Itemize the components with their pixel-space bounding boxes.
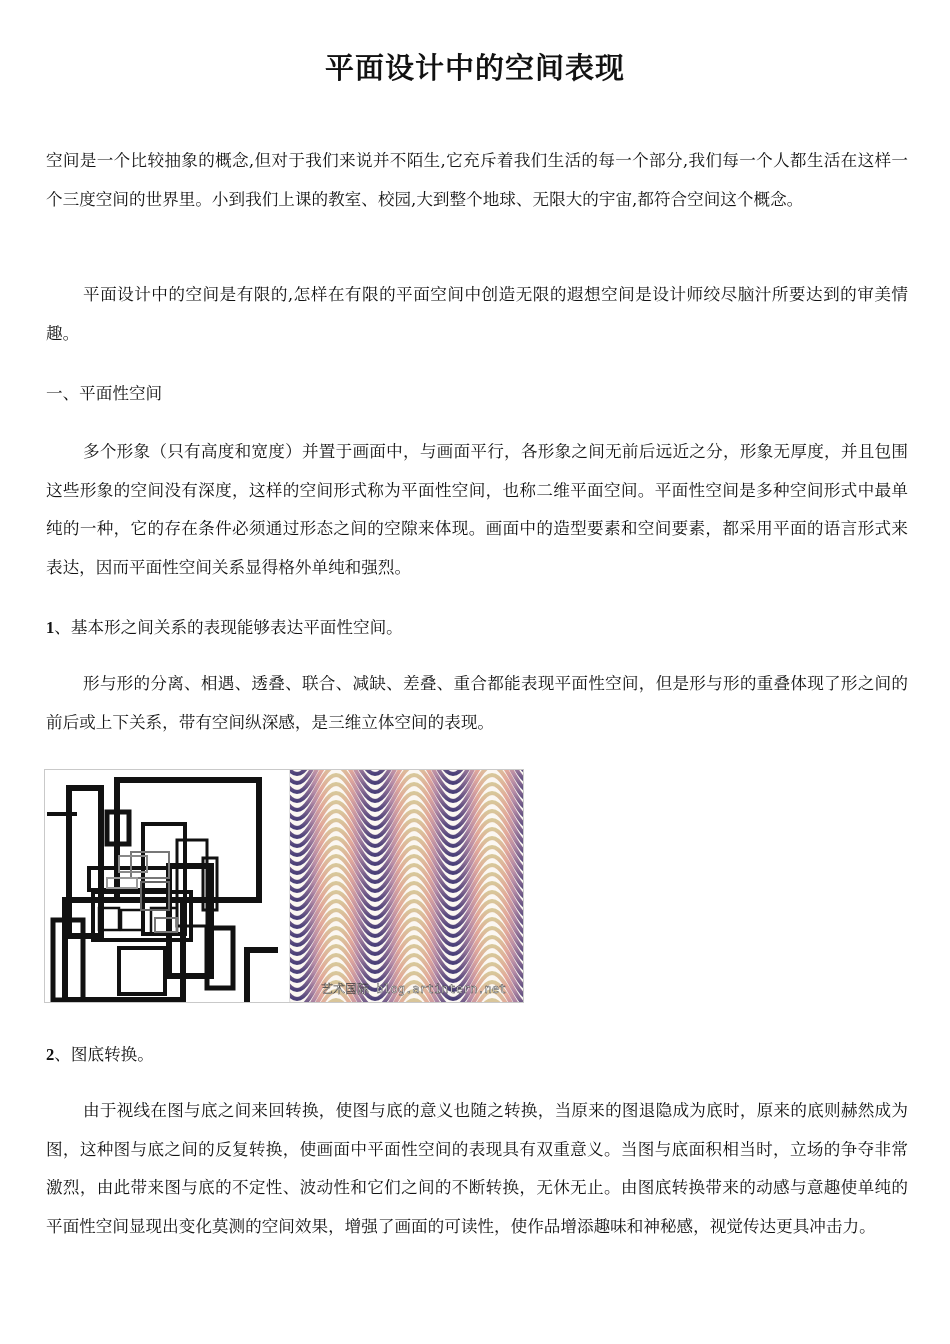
paragraph-shape-relations: 形与形的分离、相遇、透叠、联合、减缺、差叠、重合都能表现平面性空间，但是形与形的重叠体现了形之间的前后或上下关系，带有空间纵深感，是三维立体空间的表现。 — [46, 674, 908, 732]
figure-artwork — [45, 770, 523, 1002]
subheading-figure-ground — [46, 1041, 154, 1065]
overlapping-rectangles-art — [45, 770, 289, 1002]
subheading-text: 、基本形之间关系的表现能够表达平面性空间。 — [54, 618, 403, 637]
subheading-number: 2 — [46, 1045, 55, 1064]
wave-pattern-art — [285, 770, 523, 1002]
section-heading-flat-space: 一、平面性空间 — [46, 384, 163, 403]
figure-watermark: 艺术国际 blog.artintern.net — [321, 982, 507, 996]
paragraph-limited-space: 平面设计中的空间是有限的,怎样在有限的平面空间中创造无限的遐想空间是设计师绞尽脑汁所要达到的审美情趣。 — [46, 285, 908, 343]
subheading-basic-shapes — [46, 614, 403, 638]
document-title: 平面设计中的空间表现 — [324, 51, 625, 85]
paragraph-space-concept: 空间是一个比较抽象的概念,但对于我们来说并不陌生,它充斥着我们生活的每一个部分,我们每一个人都生活在这样一个三度空间的世界里。小到我们上课的教室、校园,大到整个地球、无限大的宇宙,都符合空间这个概念。 — [46, 151, 908, 209]
paragraph-figure-ground-conversion: 由于视线在图与底之间来回转换，使图与底的意义也随之转换，当原来的图退隐成为底时，原来的底则赫然成为图，这种图与底之间的反复转换，使画面中平面性空间的表现具有双重意义。当图与底面积相当时，立场的争夺非常激烈，由此带来图与底的不定性、波动性和它们之间的不断转换，无休无止。由图底转换带来的动感与意趣使单纯的平面性空间显现出变化莫测的空间效果，增强了画面的可读性，使作品增添趣味和神秘感，视觉传达更具冲击力。 — [46, 1101, 908, 1236]
paragraph-flat-space-definition: 多个形象（只有高度和宽度）并置于画面中，与画面平行，各形象之间无前后远近之分，形象无厚度，并且包围这些形象的空间没有深度，这样的空间形式称为平面性空间，也称二维平面空间。平面性空间是多种空间形式中最单纯的一种，它的存在条件必须通过形态之间的空隙来体现。画面中的造型要素和空间要素，都采用平面的语言形式来表达，因而平面性空间关系显得格外单纯和强烈。 — [46, 442, 908, 577]
illustration-figure — [44, 769, 524, 1003]
subheading-number: 1 — [46, 618, 55, 637]
subheading-text: 、图底转换。 — [54, 1045, 154, 1064]
